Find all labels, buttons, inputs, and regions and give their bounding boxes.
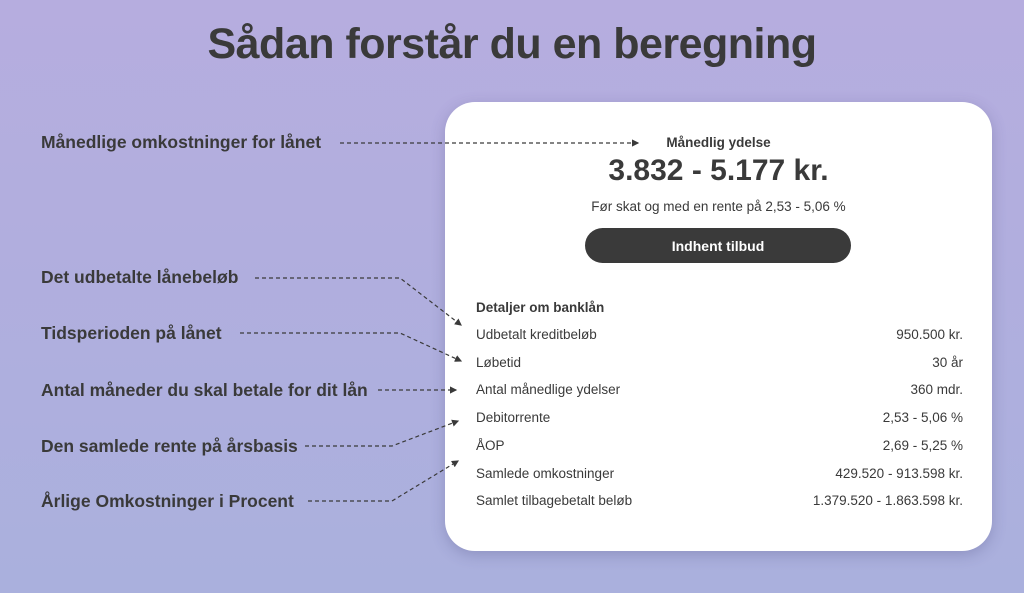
detail-label: Løbetid: [476, 354, 522, 370]
annotation-loan-amount: Det udbetalte lånebeløb: [41, 267, 239, 287]
page-title: Sådan forstår du en beregning: [207, 20, 817, 68]
detail-value: 2,69 - 5,25 %: [882, 437, 963, 453]
get-offer-button[interactable]: Indhent tilbud: [585, 228, 851, 263]
detail-label: Samlede omkostninger: [476, 465, 615, 481]
detail-label: Udbetalt kreditbeløb: [476, 327, 597, 342]
detail-value: 1.379.520 - 1.863.598 kr.: [812, 493, 963, 509]
arrow-loan-amount: [255, 278, 461, 325]
details-title: Detaljer om banklån: [476, 300, 605, 315]
arrow-aop: [308, 461, 458, 501]
annotation-monthly-costs: Månedlige omkostninger for lånet: [41, 132, 322, 152]
monthly-payment-value: 3.832 - 5.177 kr.: [608, 154, 829, 187]
arrow-interest: [305, 421, 458, 446]
monthly-payment-label: Månedlig ydelse: [666, 135, 771, 150]
detail-value: 30 år: [932, 354, 963, 370]
detail-value: 429.520 - 913.598 kr.: [835, 465, 963, 481]
detail-label: ÅOP: [476, 437, 505, 453]
detail-value: 2,53 - 5,06 %: [882, 410, 963, 426]
monthly-payment-note: Før skat og med en rente på 2,53 - 5,06 %: [591, 199, 846, 214]
detail-value: 360 mdr.: [910, 382, 963, 398]
annotation-aop: Årlige Omkostninger i Procent: [41, 491, 294, 511]
detail-value: 950.500 kr.: [896, 327, 963, 342]
annotation-loan-term: Tidsperioden på lånet: [41, 323, 222, 343]
detail-label: Samlet tilbagebetalt beløb: [476, 493, 633, 509]
arrow-loan-term: [240, 333, 461, 361]
detail-label: Debitorrente: [476, 410, 551, 426]
detail-label: Antal månedlige ydelser: [476, 382, 621, 398]
annotation-payment-count: Antal måneder du skal betale for dit lån: [41, 380, 368, 400]
annotation-interest-rate: Den samlede rente på årsbasis: [41, 436, 298, 456]
